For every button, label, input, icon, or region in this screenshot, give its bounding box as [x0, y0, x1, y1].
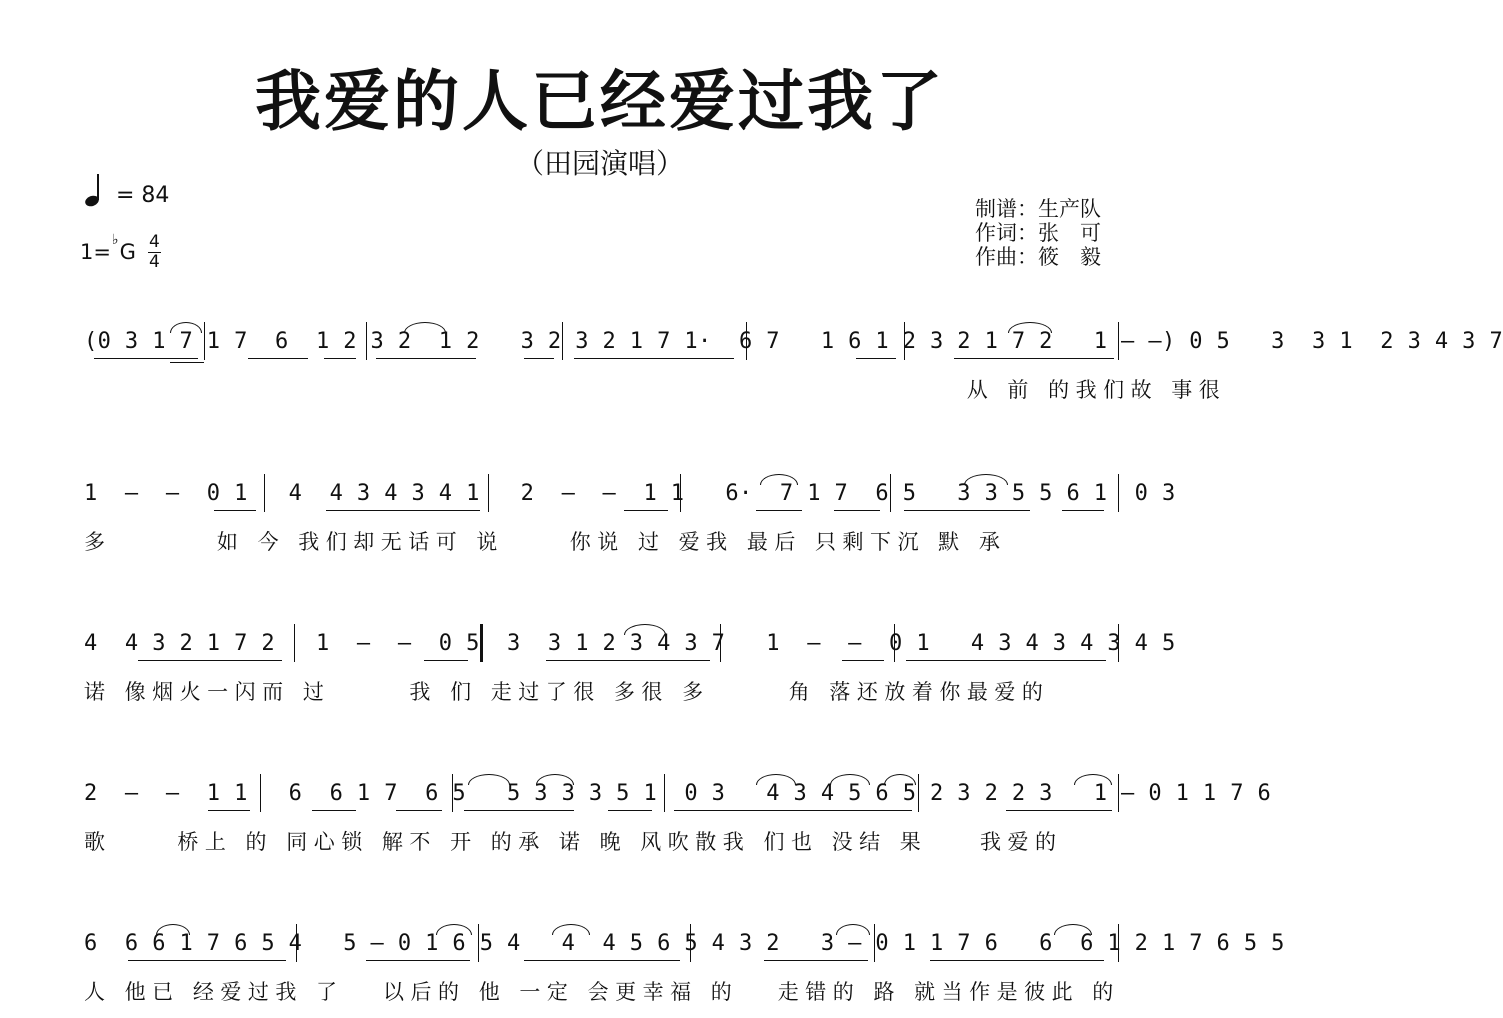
repeat-start-barline: [480, 624, 483, 662]
beam: [248, 358, 308, 359]
beam: [396, 810, 442, 811]
beam: [904, 510, 1030, 511]
barline: [1118, 774, 1119, 812]
barline: [452, 774, 453, 812]
beam: [834, 510, 880, 511]
beam: [138, 660, 282, 661]
beam: [524, 960, 680, 961]
barline: [264, 474, 265, 512]
barline: [260, 774, 261, 812]
barline: [294, 624, 295, 662]
barline: [1118, 624, 1119, 662]
beam: [376, 358, 476, 359]
key-signature: [80, 230, 161, 274]
beam: [128, 960, 286, 961]
staff-lyrics: 多 如 今 我们却无话可 说 你说 过 爱我 最后 只剩下沉 默 承: [84, 530, 1007, 554]
time-signature: [148, 231, 161, 272]
tempo-marking: [84, 168, 169, 208]
score-credit: 制谱：生产队: [975, 197, 1101, 221]
barline: [1118, 322, 1119, 360]
barline: [690, 924, 691, 962]
beam: [1006, 810, 1112, 811]
composer-credit: 作曲：筱 毅: [975, 245, 1101, 269]
staff-lyrics: 诺 像烟火一闪而 过 我 们 走过了很 多很 多 角 落还放着你最爱的: [84, 680, 1050, 704]
beam: [624, 510, 668, 511]
barline: [562, 322, 563, 360]
beam: [842, 660, 884, 661]
beam: [764, 960, 868, 961]
meter-bottom: 4: [148, 251, 160, 272]
key-prefix: 1=: [80, 240, 111, 264]
beam: [208, 810, 250, 811]
beam: [312, 810, 356, 811]
barline: [1118, 924, 1119, 962]
barline: [296, 924, 297, 962]
barline: [874, 924, 875, 962]
barline: [918, 774, 919, 812]
key-note: G: [119, 240, 136, 264]
credits: [975, 197, 1101, 269]
barline: [680, 474, 681, 512]
quarter-note-icon: [84, 172, 104, 208]
barline: [488, 474, 489, 512]
beam: [324, 358, 356, 359]
staff-lyrics: 人 他已 经爱过我 了 以后的 他 一定 会更幸福 的 走错的 路 就当作是彼此 的: [84, 980, 1120, 1004]
beam: [756, 510, 802, 511]
barline: [894, 624, 895, 662]
beam: [464, 810, 574, 811]
barline: [204, 322, 205, 360]
barline: [366, 322, 367, 360]
beam: [608, 810, 652, 811]
beam: [326, 510, 480, 511]
beam: [170, 362, 204, 363]
beam: [524, 358, 554, 359]
staff-lyrics: 歌 桥上 的 同心锁 解不 开 的承 诺 晚 风吹散我 们也 没结 果 我爱的: [84, 830, 1063, 854]
barline: [664, 774, 665, 812]
beam: [1062, 510, 1104, 511]
beam: [94, 358, 198, 359]
beam: [574, 358, 734, 359]
staff-notes: 4 4 3 2 1 7 2 1 — — 0 5 3 3 1 2 3 4 3 7 1 — — 0 1 4 3 4 3 4 3 4 5: [84, 631, 1176, 656]
beam: [856, 358, 896, 359]
barline: [904, 322, 905, 360]
barline: [890, 474, 891, 512]
staff-notes: 6 6 6 1 7 6 5 4 5 — 0 1 6 5 4 4 4 5 6 5 4 3 2 3 — 0 1 1 7 6 6 6 1 2 1 7 6 5 5: [84, 931, 1285, 956]
meter-top: 4: [148, 231, 160, 252]
staff-notes: (0 3 1 7 1 7 6 1 2 3 2 1 2 3 2 3 2 1 7 1· 6 7 1 6 1 2 3 2 1 7 2 1 — —) 0 5 3 3 1 2 3 4 3 7: [84, 329, 1503, 354]
singer-subtitle: （田园演唱）: [515, 147, 684, 180]
barline: [746, 322, 747, 360]
song-title: 我爱的人已经爱过我了: [255, 63, 945, 140]
beam: [674, 810, 912, 811]
staff-notes: 1 — — 0 1 4 4 3 4 3 4 1 2 — — 1 1 6· 7 1 7 6 5 3 3 5 5 6 1 0 3: [84, 481, 1176, 506]
tempo-value: = 84: [116, 183, 170, 208]
barline: [1118, 474, 1119, 512]
staff-lyrics: 从 前 的我们故 事很: [84, 378, 1227, 402]
beam: [930, 960, 1104, 961]
beam: [214, 510, 256, 511]
barline: [720, 624, 721, 662]
beam: [906, 660, 1106, 661]
lyricist-credit: 作词：张 可: [975, 221, 1101, 245]
barline: [478, 924, 479, 962]
flat-sign: ♭: [111, 232, 119, 248]
beam: [366, 960, 470, 961]
beam: [954, 358, 1114, 359]
beam: [546, 660, 710, 661]
staff-notes: 2 — — 1 1 6 6 1 7 6 5 5 3 3 3 5 1 0 3 4 3 4 5 6 5 2 3 2 2 3 1 — 0 1 1 7 6: [84, 781, 1272, 806]
beam: [424, 660, 468, 661]
